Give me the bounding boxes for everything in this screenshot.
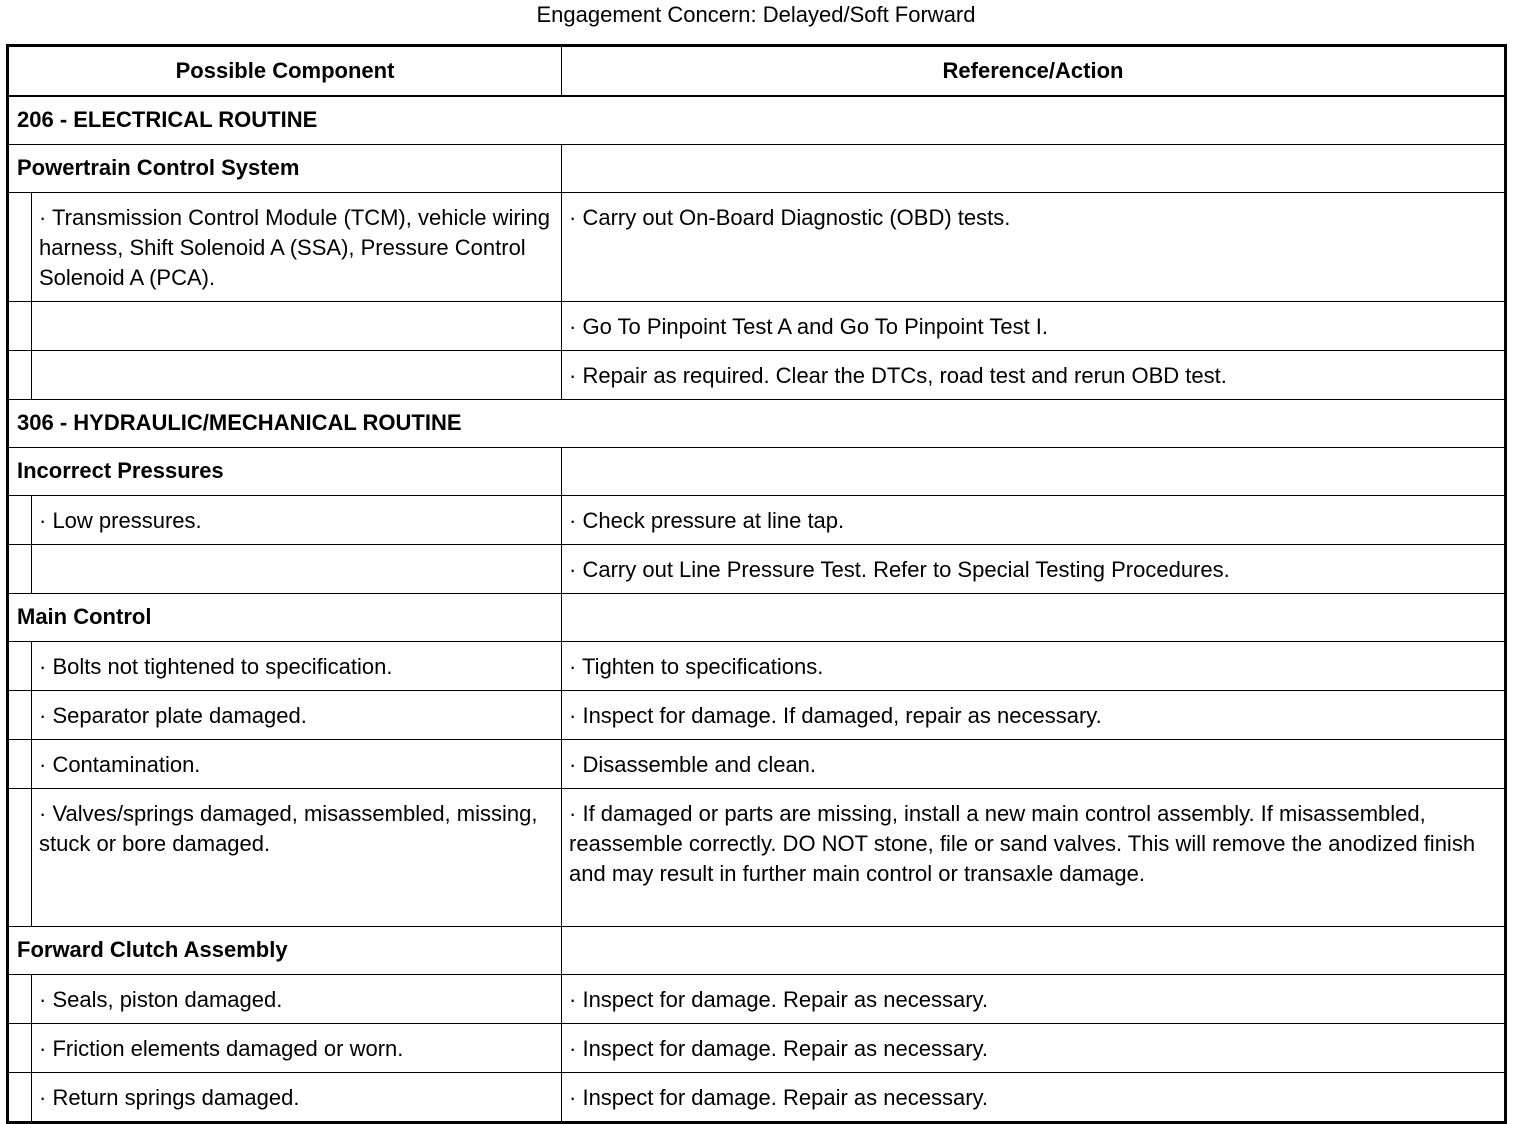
indent-cell <box>8 544 32 593</box>
component-cell: · Valves/springs damaged, misassembled, missing, stuck or bore damaged. <box>32 788 562 926</box>
column-header-action: Reference/Action <box>562 46 1506 97</box>
indent-cell <box>8 690 32 739</box>
section-row <box>8 96 1506 144</box>
table-row <box>8 192 1506 301</box>
action-cell: · If damaged or parts are missing, install a new main control assembly. If misassembled, reassemble correctly. DO NOT stone, file or sand valves. This will remove the anodized finish and may result in further main control or transaxle damage. <box>562 788 1506 926</box>
component-cell: · Friction elements damaged or worn. <box>32 1023 562 1072</box>
column-header-component: Possible Component <box>8 46 562 97</box>
component-cell: · Seals, piston damaged. <box>32 974 562 1023</box>
component-cell <box>32 544 562 593</box>
group-label: Main Control <box>8 593 562 641</box>
group-action-cell <box>562 593 1506 641</box>
table-row <box>8 1023 1506 1072</box>
action-cell: · Disassemble and clean. <box>562 739 1506 788</box>
action-cell: · Go To Pinpoint Test A and Go To Pinpoint Test I. <box>562 301 1506 350</box>
section-label: 306 - HYDRAULIC/MECHANICAL ROUTINE <box>8 399 1506 447</box>
indent-cell <box>8 641 32 690</box>
indent-cell <box>8 350 32 399</box>
action-cell: · Carry out On-Board Diagnostic (OBD) tests. <box>562 192 1506 301</box>
action-cell: · Check pressure at line tap. <box>562 495 1506 544</box>
table-row <box>8 1072 1506 1122</box>
indent-cell <box>8 192 32 301</box>
table-row <box>8 690 1506 739</box>
group-action-cell <box>562 447 1506 495</box>
table-row <box>8 739 1506 788</box>
group-label: Forward Clutch Assembly <box>8 926 562 974</box>
table-row <box>8 495 1506 544</box>
indent-cell <box>8 1023 32 1072</box>
section-row <box>8 399 1506 447</box>
group-label: Powertrain Control System <box>8 144 562 192</box>
section-label: 206 - ELECTRICAL ROUTINE <box>8 96 1506 144</box>
action-cell: · Inspect for damage. Repair as necessary. <box>562 1023 1506 1072</box>
group-action-cell <box>562 144 1506 192</box>
table-row <box>8 788 1506 926</box>
action-cell: · Tighten to specifications. <box>562 641 1506 690</box>
group-row <box>8 926 1506 974</box>
table-row <box>8 544 1506 593</box>
component-cell: · Separator plate damaged. <box>32 690 562 739</box>
indent-cell <box>8 739 32 788</box>
group-row <box>8 144 1506 192</box>
group-label: Incorrect Pressures <box>8 447 562 495</box>
table-row <box>8 350 1506 399</box>
indent-cell <box>8 301 32 350</box>
group-row <box>8 593 1506 641</box>
indent-cell <box>8 495 32 544</box>
component-cell <box>32 301 562 350</box>
action-cell: · Inspect for damage. Repair as necessary. <box>562 1072 1506 1122</box>
action-cell: · Inspect for damage. If damaged, repair as necessary. <box>562 690 1506 739</box>
component-cell: · Transmission Control Module (TCM), vehicle wiring harness, Shift Solenoid A (SSA), Pressure Control Solenoid A (PCA). <box>32 192 562 301</box>
group-row <box>8 447 1506 495</box>
component-cell: · Bolts not tightened to specification. <box>32 641 562 690</box>
component-cell: · Contamination. <box>32 739 562 788</box>
indent-cell <box>8 974 32 1023</box>
action-cell: · Inspect for damage. Repair as necessary. <box>562 974 1506 1023</box>
group-action-cell <box>562 926 1506 974</box>
component-cell: · Low pressures. <box>32 495 562 544</box>
action-cell: · Repair as required. Clear the DTCs, road test and rerun OBD test. <box>562 350 1506 399</box>
page-title: Engagement Concern: Delayed/Soft Forward <box>536 2 976 27</box>
table-row <box>8 641 1506 690</box>
diagnostic-table <box>6 44 1507 1124</box>
table-row <box>8 301 1506 350</box>
table-header-row <box>8 46 1506 97</box>
action-cell: · Carry out Line Pressure Test. Refer to Special Testing Procedures. <box>562 544 1506 593</box>
component-cell: · Return springs damaged. <box>32 1072 562 1122</box>
component-cell <box>32 350 562 399</box>
indent-cell <box>8 788 32 926</box>
table-row <box>8 974 1506 1023</box>
indent-cell <box>8 1072 32 1122</box>
